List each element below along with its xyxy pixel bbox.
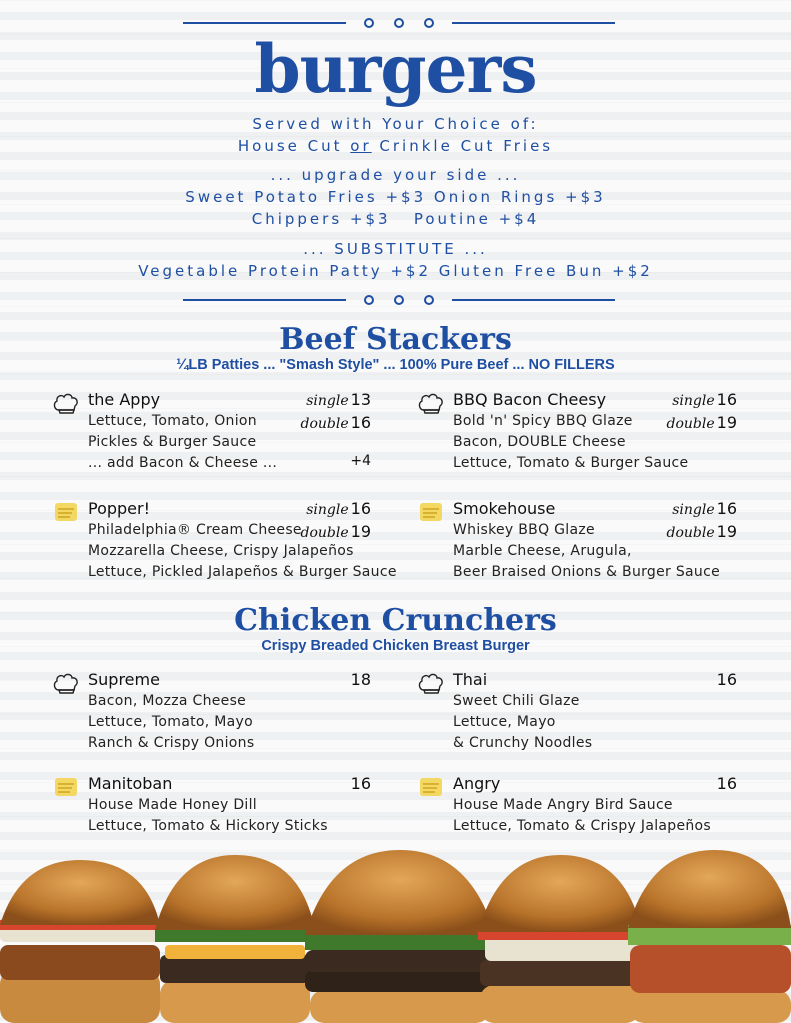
mid-divider	[183, 293, 615, 307]
chicken-section-title: Chicken Crunchers	[234, 603, 557, 638]
item-name: Smokehouse	[453, 499, 556, 518]
burger-photos	[0, 850, 791, 1023]
item-price: single 16 double 19	[666, 499, 737, 541]
burger-image-1	[0, 860, 160, 1023]
best-pick-badge-icon	[52, 500, 80, 524]
item-name: BBQ Bacon Cheesy	[453, 390, 607, 409]
served-line-1: Served with Your Choice of:	[252, 115, 539, 133]
addon-price: +4	[350, 453, 371, 469]
item-price: 16	[350, 774, 371, 793]
upgrade-line-1: Sweet Potato Fries +$3 Onion Rings +$3	[185, 188, 606, 206]
burger-image-4	[478, 855, 642, 1023]
item-name: Supreme	[88, 670, 160, 689]
burger-image-2	[155, 855, 315, 1023]
chef-hat-icon	[417, 391, 445, 415]
item-price: 18	[350, 670, 371, 689]
chicken-section-subtitle: Crispy Breaded Chicken Breast Burger	[261, 638, 530, 654]
item-name: Angry	[453, 774, 501, 793]
menu-item-angry: Angry 16 House Made Angry Bird Sauce Lettuce, Tomato & Crispy Jalapeños	[453, 773, 737, 837]
best-pick-badge-icon	[52, 775, 80, 799]
menu-item-smokehouse: Smokehouse single 16 double 19 Whiskey BBQ Glaze Marble Cheese, Arugula, Beer Braised Onions & Burger Sauce	[453, 498, 737, 583]
chef-hat-icon	[417, 671, 445, 695]
menu-item-thai: Thai 16 Sweet Chili Glaze Lettuce, Mayo & Crunchy Noodles	[453, 669, 737, 754]
served-line-2: House Cut or Crinkle Cut Fries	[237, 137, 554, 155]
item-name: Popper!	[88, 499, 151, 518]
best-pick-badge-icon	[417, 500, 445, 524]
substitute-heading: ... SUBSTITUTE ...	[303, 240, 488, 258]
item-name: the Appy	[88, 390, 161, 409]
item-name: Manitoban	[88, 774, 173, 793]
item-price: 16	[716, 670, 737, 689]
burger-image-5	[628, 850, 791, 1023]
item-price: single 16 double 19	[666, 390, 737, 432]
item-name: Thai	[453, 670, 488, 689]
menu-item-bbq-bacon-cheesy: BBQ Bacon Cheesy single 16 double 19 Bold 'n' Spicy BBQ Glaze Bacon, DOUBLE Cheese Lettuce, Tomato & Burger Sauce	[453, 389, 737, 474]
item-price: 16	[716, 774, 737, 793]
menu-item-supreme: Supreme 18 Bacon, Mozza Cheese Lettuce, Tomato, Mayo Ranch & Crispy Onions	[88, 669, 371, 754]
menu-item-appy: the Appy single 13 double 16 Lettuce, Tomato, Onion Pickles & Burger Sauce ... add Bacon & Cheese ... +4	[88, 389, 371, 474]
beef-section-subtitle: ¼LB Patties ... "Smash Style" ... 100% Pure Beef ... NO FILLERS	[176, 357, 615, 373]
menu-item-popper: Popper! single 16 double 19 Philadelphia® Cream Cheese Mozzarella Cheese, Crispy Jalapeños Lettuce, Pickled Jalapeños & Burger Sauce	[88, 498, 371, 583]
chef-hat-icon	[52, 671, 80, 695]
menu-item-manitoban: Manitoban 16 House Made Honey Dill Lettuce, Tomato & Hickory Sticks	[88, 773, 371, 837]
upgrade-line-2: Chippers +$3 Poutine +$4	[251, 210, 540, 228]
top-divider	[183, 16, 615, 30]
burger-image-3	[305, 850, 495, 1023]
substitute-line: Vegetable Protein Patty +$2 Gluten Free Bun +$2	[138, 262, 653, 280]
beef-section-title: Beef Stackers	[279, 322, 512, 357]
item-price: single 13 double 16	[300, 390, 371, 432]
upgrade-heading: ... upgrade your side ...	[270, 166, 521, 184]
chef-hat-icon	[52, 391, 80, 415]
item-price: single 16 double 19	[300, 499, 371, 541]
page-title: burgers	[254, 30, 537, 108]
best-pick-badge-icon	[417, 775, 445, 799]
